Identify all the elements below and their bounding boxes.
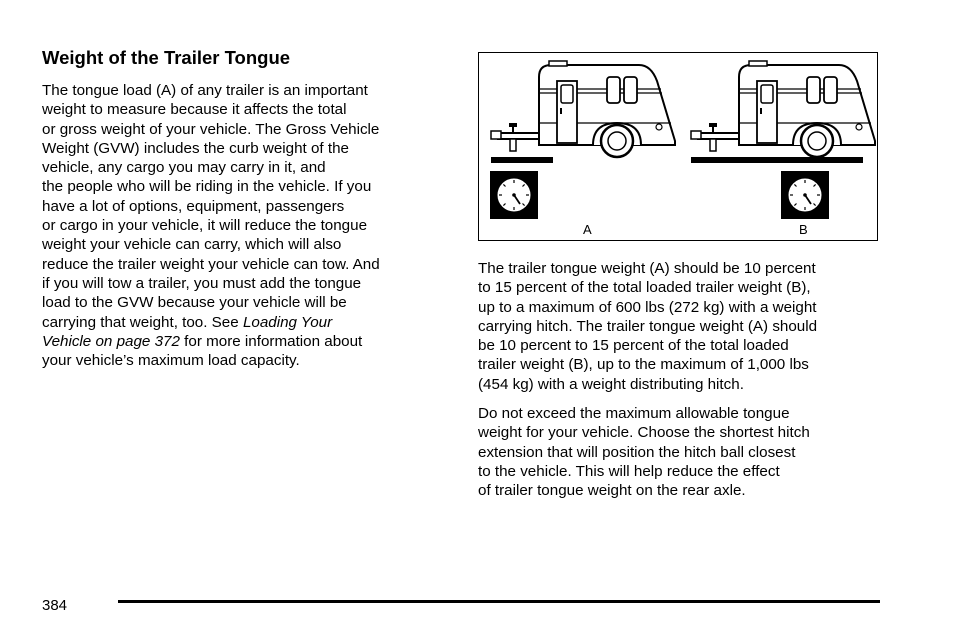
text-line: weight to measure because it affects the total: [42, 101, 347, 119]
trailer-illustration: [479, 53, 879, 242]
cross-reference-link[interactable]: Vehicle on page 372: [42, 332, 180, 350]
text-segment: carrying that weight, too. See: [42, 313, 243, 331]
text-line: if you will tow a trailer, you must add the tongue: [42, 274, 362, 292]
do-not-exceed-paragraph: [478, 404, 880, 500]
trailer-a: [490, 61, 675, 219]
footer-rule: [118, 600, 880, 603]
text-line: your vehicle’s maximum load capacity.: [42, 352, 300, 370]
section-heading: Weight of the Trailer Tongue: [42, 47, 291, 68]
text-line: [42, 313, 452, 332]
text-line: be 10 percent to 15 percent of the total loaded: [478, 337, 789, 355]
right-column: [478, 52, 880, 501]
text-line: vehicle, any cargo you may carry in it, and: [42, 159, 326, 177]
text-line: to the vehicle. This will help reduce the effect: [478, 462, 780, 480]
text-line: or gross weight of your vehicle. The Gross Vehicle: [42, 120, 380, 138]
text-line: have a lot of options, equipment, passengers: [42, 197, 345, 215]
text-line: Do not exceed the maximum allowable tongue: [478, 405, 790, 423]
page-number: 384: [42, 597, 68, 614]
intro-paragraph: [42, 81, 452, 370]
tongue-weight-paragraph: [478, 259, 880, 394]
left-column: [42, 46, 452, 370]
figure-label-b: B: [799, 222, 808, 237]
text-line: (454 kg) with a weight distributing hitch.: [478, 375, 744, 393]
text-line: weight your vehicle can carry, which will also: [42, 236, 342, 254]
text-line: Weight (GVW) includes the curb weight of the: [42, 139, 349, 157]
text-line: load to the GVW because your vehicle will be: [42, 294, 347, 312]
text-line: [42, 332, 452, 351]
cross-reference-link[interactable]: Loading Your: [242, 313, 333, 331]
text-segment: for more information about: [179, 332, 363, 350]
text-line: or cargo in your vehicle, it will reduce the tongue: [42, 217, 368, 235]
text-line: The trailer tongue weight (A) should be 10 percent: [478, 260, 816, 277]
text-line: carrying hitch. The trailer tongue weight (A) should: [478, 317, 818, 335]
text-line: reduce the trailer weight your vehicle can tow. And: [42, 255, 380, 273]
text-line: The tongue load (A) of any trailer is an important: [42, 82, 368, 99]
text-line: to 15 percent of the total loaded trailer weight (B),: [478, 279, 811, 297]
figure-label-a: A: [583, 222, 592, 237]
text-line: extension that will position the hitch ball closest: [478, 443, 796, 461]
trailer-b: [691, 61, 875, 219]
text-line: the people who will be riding in the vehicle. If you: [42, 178, 372, 196]
text-line: up to a maximum of 600 lbs (272 kg) with a weight: [478, 298, 817, 316]
text-line: trailer weight (B), up to the maximum of 1,000 lbs: [478, 356, 809, 374]
text-line: of trailer tongue weight on the rear axle.: [478, 482, 746, 500]
trailer-tongue-figure: [478, 52, 878, 241]
text-line: weight for your vehicle. Choose the shortest hitch: [478, 424, 810, 442]
